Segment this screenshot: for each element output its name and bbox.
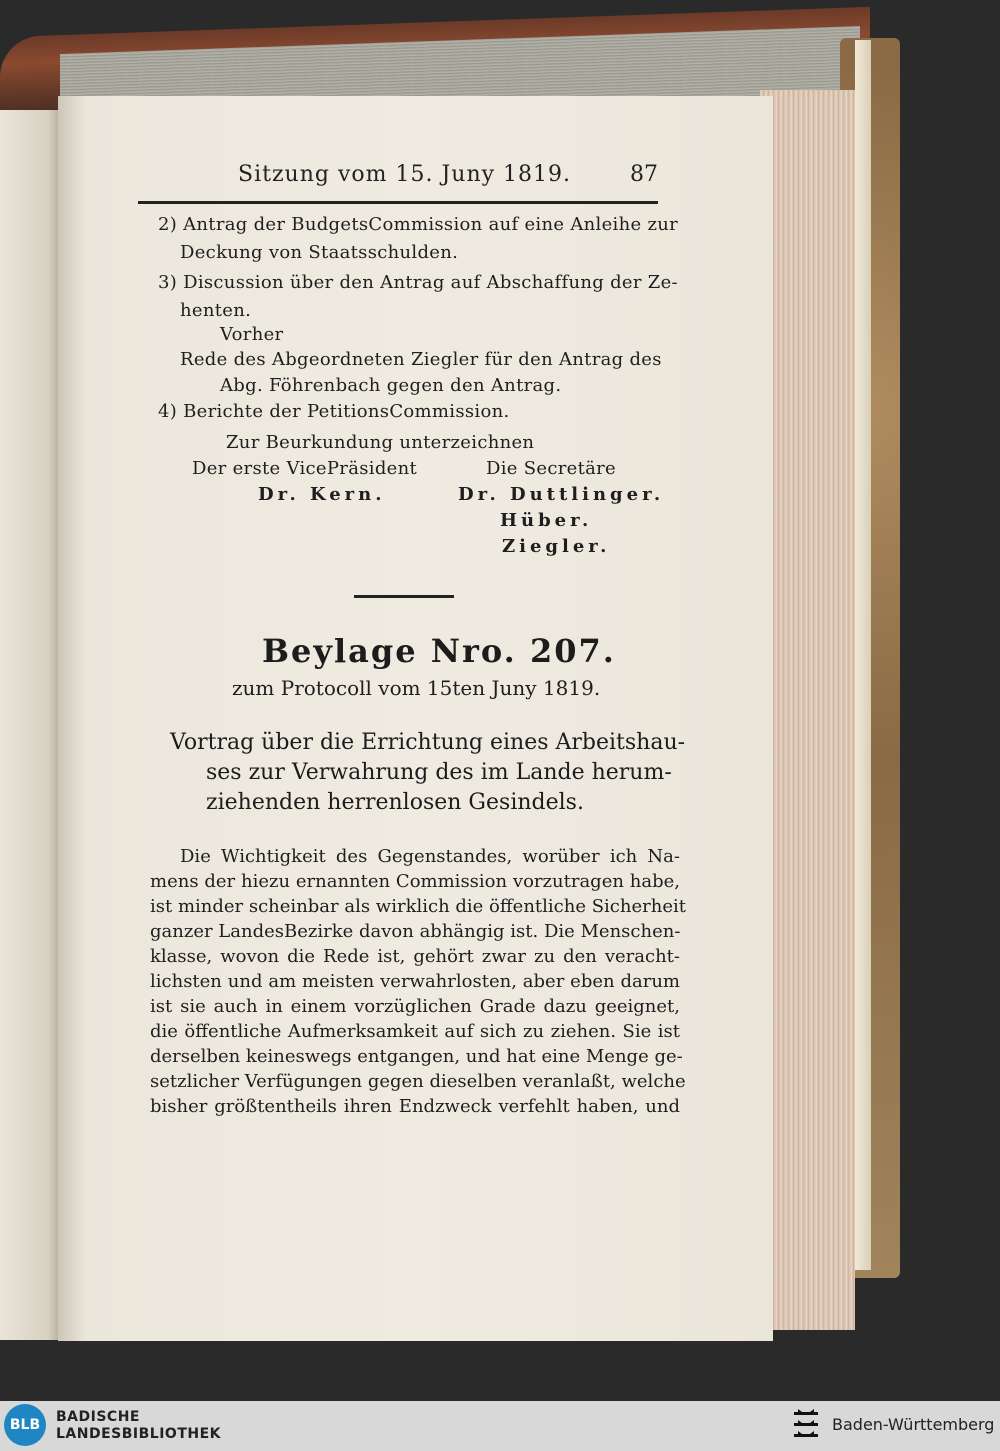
blb-logo-icon[interactable]: BLB: [4, 1404, 46, 1446]
state-name[interactable]: Baden-Württemberg: [832, 1415, 995, 1434]
header-rule: [138, 201, 658, 204]
appendix-title: Beylage Nro. 207.: [262, 632, 616, 670]
agenda-line: 4) Berichte der PetitionsCommission.: [158, 401, 510, 422]
section-heading-line: ses zur Verwahrung des im Lande herum-: [206, 760, 672, 785]
agenda-line: Abg. Föhrenbach gegen den Antrag.: [220, 375, 562, 396]
appendix-subtitle: zum Protocoll vom 15ten Juny 1819.: [232, 676, 601, 700]
attestation: Zur Beurkundung unterzeichnen: [226, 432, 535, 453]
body-text-line: lichsten und am meisten verwahrlosten, aber eben darum: [150, 971, 680, 992]
section-heading-line: Vortrag über die Errichtung eines Arbeitshau-: [170, 730, 686, 755]
agenda-line: Deckung von Staatsschulden.: [180, 242, 459, 263]
body-text-line: Die Wichtigkeit des Gegenstandes, worüber ich Na-: [180, 846, 680, 867]
page-number: 87: [630, 162, 658, 187]
page-header: [238, 162, 658, 192]
signature-name: Dr. Duttlinger.: [458, 484, 665, 505]
left-page-sliver: [0, 110, 60, 1340]
viewer-footer: [0, 1401, 1000, 1451]
body-text-line: derselben keineswegs entgangen, und hat eine Menge ge-: [150, 1046, 683, 1067]
state-lions-emblem-icon[interactable]: [790, 1406, 822, 1446]
body-text-line: ist minder scheinbar als wirklich die öffentliche Sicherheit: [150, 896, 686, 917]
agenda-line: Rede des Abgeordneten Ziegler für den Antrag des: [180, 349, 662, 370]
board-edge: [855, 40, 871, 1270]
signature-name: Dr. Kern.: [258, 484, 386, 505]
body-text-line: klasse, wovon die Rede ist, gehört zwar zu den veracht-: [150, 946, 680, 967]
library-name[interactable]: [56, 1409, 221, 1443]
library-name-line: LANDESBIBLIOTHEK: [56, 1426, 222, 1442]
section-divider: [354, 595, 454, 598]
body-text-line: mens der hiezu ernannten Commission vorzutragen habe,: [150, 871, 680, 892]
signature-role-left: Der erste VicePräsident: [192, 458, 418, 479]
agenda-line: 2) Antrag der BudgetsCommission auf eine Anleihe zur: [158, 214, 679, 235]
running-head: Sitzung vom 15. Juny 1819.: [238, 162, 572, 187]
page-block-edges: [760, 90, 855, 1330]
signature-name: Ziegler.: [502, 536, 611, 557]
agenda-line: 3) Discussion über den Antrag auf Abschaffung der Ze-: [158, 272, 678, 293]
signature-role-right: Die Secretäre: [486, 458, 617, 479]
library-name-line: BADISCHE: [56, 1409, 140, 1425]
body-text-line: setzlicher Verfügungen gegen dieselben veranlaßt, welche: [150, 1071, 686, 1092]
agenda-line: henten.: [180, 300, 252, 321]
signature-name: Hüber.: [500, 510, 593, 531]
agenda-line: Vorher: [220, 324, 284, 345]
body-text-line: ganzer LandesBezirke davon abhängig ist. Die Menschen-: [150, 921, 681, 942]
section-heading-line: ziehenden herrenlosen Gesindels.: [206, 790, 584, 815]
body-text-line: bisher größtentheils ihren Endzweck verfehlt haben, und: [150, 1096, 680, 1117]
body-text-line: die öffentliche Aufmerksamkeit auf sich zu ziehen. Sie ist: [150, 1021, 680, 1042]
body-text-line: ist sie auch in einem vorzüglichen Grade dazu geeignet,: [150, 996, 680, 1017]
